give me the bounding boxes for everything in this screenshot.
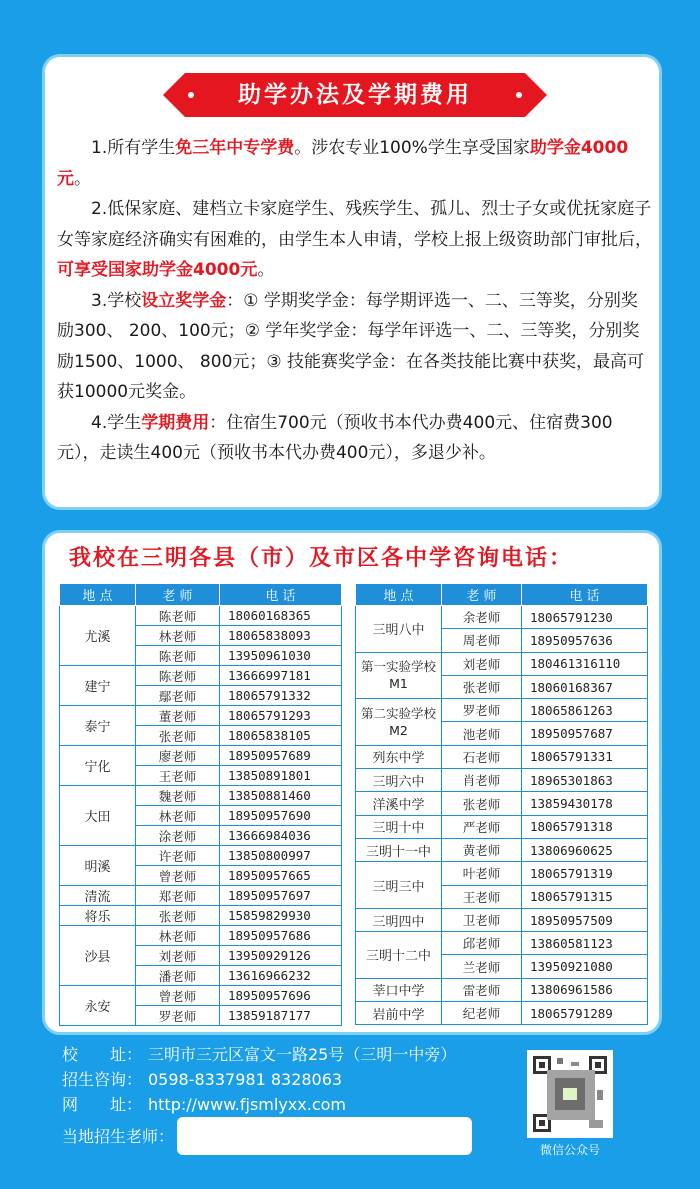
place-cell: 第二实验学校M2	[356, 699, 442, 746]
teacher-cell: 肖老师	[442, 769, 522, 792]
website-row	[62, 1092, 456, 1117]
teacher-cell: 池老师	[442, 722, 522, 745]
teacher-cell: 黄老师	[442, 838, 522, 861]
place-cell: 三明八中	[356, 606, 442, 653]
place-cell: 清流	[60, 886, 136, 906]
teacher-cell: 林老师	[136, 806, 220, 826]
teacher-cell: 魏老师	[136, 786, 220, 806]
phone-cell: 18065791319	[522, 862, 648, 885]
footer	[62, 1042, 456, 1117]
teacher-cell: 林老师	[136, 926, 220, 946]
place-cell: 第一实验学校M1	[356, 652, 442, 699]
teacher-cell: 雷老师	[442, 978, 522, 1001]
table-row	[356, 815, 648, 838]
place-cell: 永安	[60, 986, 136, 1026]
table-row	[356, 862, 648, 885]
table-row	[356, 745, 648, 768]
phone-cell: 18950957696	[220, 986, 342, 1006]
header-place: 地 点	[356, 584, 442, 606]
place-cell: 将乐	[60, 906, 136, 926]
teacher-cell: 林老师	[136, 626, 220, 646]
teacher-cell: 王老师	[442, 885, 522, 908]
teacher-cell: 刘老师	[442, 652, 522, 675]
address-label: 校 址：	[62, 1045, 143, 1064]
teacher-cell: 余老师	[442, 606, 522, 629]
phone-cell: 13950921080	[522, 955, 648, 978]
text: 。	[257, 260, 275, 280]
table-row	[60, 706, 342, 726]
teacher-cell: 王老师	[136, 766, 220, 786]
place-cell: 三明十一中	[356, 838, 442, 861]
teacher-cell: 曾老师	[136, 866, 220, 886]
teacher-cell: 刘老师	[136, 946, 220, 966]
policy-item-4	[57, 408, 653, 469]
table-row	[356, 699, 648, 722]
teacher-cell: 纪老师	[442, 1002, 522, 1025]
place-cell: 洋溪中学	[356, 792, 442, 815]
phone-cell: 13806961586	[522, 978, 648, 1001]
phone-cell: 13860581123	[522, 932, 648, 955]
teacher-cell: 邱老师	[442, 932, 522, 955]
teacher-cell: 董老师	[136, 706, 220, 726]
phone-cell: 18060168365	[220, 606, 342, 626]
place-cell: 三明三中	[356, 862, 442, 909]
table-row	[60, 666, 342, 686]
place-cell: 三明十中	[356, 815, 442, 838]
teacher-cell: 周老师	[442, 629, 522, 652]
table-row	[60, 746, 342, 766]
text: 。涉农专业100%学生享受国家	[294, 138, 530, 158]
teacher-cell: 廖老师	[136, 746, 220, 766]
phones-title: 我校在三明各县（市）及市区各中学咨询电话：	[69, 546, 574, 571]
place-cell: 三明十二中	[356, 932, 442, 979]
phone-cell: 18950957665	[220, 866, 342, 886]
table-row	[356, 932, 648, 955]
teacher-cell: 陈老师	[136, 606, 220, 626]
header-phone: 电 话	[220, 584, 342, 606]
teacher-cell: 罗老师	[442, 699, 522, 722]
text: ：住宿生700元（预收书本代办费400元、住宿费300元），走读生400元（预收书本代办费400元），多退少补。	[57, 412, 613, 463]
place-cell: 宁化	[60, 746, 136, 786]
phone-cell: 13850800997	[220, 846, 342, 866]
teacher-cell: 兰老师	[442, 955, 522, 978]
teacher-cell: 张老师	[136, 726, 220, 746]
local-teacher-field[interactable]	[177, 1117, 472, 1155]
consult-label: 招生咨询：	[62, 1070, 143, 1089]
policy-item-1	[57, 133, 653, 194]
policy-body	[57, 133, 653, 469]
contact-table-schools	[355, 583, 648, 1025]
place-cell: 列东中学	[356, 745, 442, 768]
highlight-text: 设立奖学金	[141, 290, 227, 311]
teacher-cell: 鄢老师	[136, 686, 220, 706]
text: 4.学生	[91, 412, 142, 433]
phone-cell: 18065791230	[522, 606, 648, 629]
qr-code	[527, 1050, 613, 1138]
website-label: 网 址：	[62, 1095, 143, 1114]
text: 3.学校	[91, 290, 142, 311]
table-row	[60, 786, 342, 806]
teacher-cell: 叶老师	[442, 862, 522, 885]
teacher-cell: 张老师	[136, 906, 220, 926]
teacher-cell: 曾老师	[136, 986, 220, 1006]
teacher-cell: 卫老师	[442, 908, 522, 931]
teacher-cell: 张老师	[442, 792, 522, 815]
phone-cell: 18950957636	[522, 629, 648, 652]
phone-cell: 18065791315	[522, 885, 648, 908]
teacher-cell: 罗老师	[136, 1006, 220, 1026]
header-teacher: 老 师	[442, 584, 522, 606]
table-row	[356, 606, 648, 629]
teacher-cell: 郑老师	[136, 886, 220, 906]
qr-code-icon	[527, 1050, 613, 1138]
phone-cell: 18065791332	[220, 686, 342, 706]
contact-table-counties	[59, 583, 342, 1026]
phone-cell: 18950957689	[220, 746, 342, 766]
table-row	[60, 886, 342, 906]
table-row	[60, 606, 342, 626]
phone-cell: 18950957686	[220, 926, 342, 946]
table-row	[356, 838, 648, 861]
local-teacher-label: 当地招生老师：	[62, 1127, 175, 1146]
place-cell: 泰宁	[60, 706, 136, 746]
address-value: 三明市三元区富文一路25号（三明一中旁）	[148, 1045, 457, 1064]
phone-cell: 18065791331	[522, 745, 648, 768]
consult-value: 0598-8337981 8328063	[148, 1070, 343, 1089]
phone-cell: 13859187177	[220, 1006, 342, 1026]
phone-cell: 15859829930	[220, 906, 342, 926]
phone-cell: 180461316110	[522, 652, 648, 675]
consult-row	[62, 1067, 456, 1092]
place-cell: 尤溪	[60, 606, 136, 666]
header-phone: 电 话	[522, 584, 648, 606]
header-teacher: 老 师	[136, 584, 220, 606]
text: 。	[74, 168, 91, 189]
table-row	[60, 906, 342, 926]
teacher-cell: 陈老师	[136, 666, 220, 686]
text: 2.低保家庭、建档立卡家庭学生、残疾学生、孤儿、烈士子女或优抚家庭子女等家庭经济确实有困难的，由学生本人申请，学校上报上级资助部门审批后，	[57, 199, 652, 250]
text: 1.所有学生	[91, 138, 176, 158]
highlight-text: 助学金4000元	[57, 138, 629, 189]
place-cell: 莘口中学	[356, 978, 442, 1001]
place-cell: 沙县	[60, 926, 136, 986]
teacher-cell: 石老师	[442, 745, 522, 768]
phone-cell: 13616966232	[220, 966, 342, 986]
phone-cell: 18065838093	[220, 626, 342, 646]
policy-item-2	[57, 194, 653, 286]
place-cell: 三明六中	[356, 769, 442, 792]
phone-cell: 18065791318	[522, 815, 648, 838]
teacher-cell: 张老师	[442, 675, 522, 698]
qr-caption: 微信公众号	[539, 1143, 600, 1157]
policy-title-banner	[163, 73, 547, 117]
place-cell: 明溪	[60, 846, 136, 886]
phone-cell: 18065791289	[522, 1002, 648, 1025]
policy-item-3	[57, 286, 653, 408]
table-row	[356, 908, 648, 931]
table-row	[356, 978, 648, 1001]
highlight-text: 学期费用	[141, 412, 210, 433]
highlight-text: 免三年中专学费	[175, 138, 295, 158]
policy-panel	[42, 54, 662, 510]
phone-cell: 13950929126	[220, 946, 342, 966]
phone-cell: 18065861263	[522, 699, 648, 722]
phone-cell: 13850891801	[220, 766, 342, 786]
place-cell: 大田	[60, 786, 136, 846]
phone-cell: 13859430178	[522, 792, 648, 815]
table-row	[356, 652, 648, 675]
phone-cell: 18965301863	[522, 769, 648, 792]
website-link[interactable]: http://www.fjsmlyxx.com	[148, 1095, 346, 1114]
table-row	[356, 792, 648, 815]
address-row	[62, 1042, 456, 1067]
place-cell: 建宁	[60, 666, 136, 706]
phone-cell: 18950957690	[220, 806, 342, 826]
place-cell: 三明四中	[356, 908, 442, 931]
phones-panel	[42, 530, 662, 1035]
table-row	[60, 846, 342, 866]
teacher-cell: 严老师	[442, 815, 522, 838]
phone-cell: 18950957697	[220, 886, 342, 906]
phone-cell: 13950961030	[220, 646, 342, 666]
phone-cell: 18060168367	[522, 675, 648, 698]
teacher-cell: 陈老师	[136, 646, 220, 666]
place-cell: 岩前中学	[356, 1002, 442, 1025]
phone-cell: 18065838105	[220, 726, 342, 746]
text: ：① 学期奖学金：每学期评选一、二、三等奖，分别奖励300、 200、100元；② 学年奖学金：每学年评选一、二、三等奖，分别奖励1500、1000、 800元；③ 技能赛奖学金：在各类技能比赛中获奖，最高可获10000元奖金。	[57, 290, 645, 402]
teacher-cell: 潘老师	[136, 966, 220, 986]
table-row	[60, 986, 342, 1006]
phone-cell: 13666984036	[220, 826, 342, 846]
header-place: 地 点	[60, 584, 136, 606]
table-row	[356, 769, 648, 792]
table-row	[60, 926, 342, 946]
phone-cell: 13666997181	[220, 666, 342, 686]
phone-cell: 13850881460	[220, 786, 342, 806]
phone-cell: 13806960625	[522, 838, 648, 861]
policy-title: 助学办法及学期费用	[238, 82, 472, 108]
phone-cell: 18950957687	[522, 722, 648, 745]
phone-cell: 18950957509	[522, 908, 648, 931]
teacher-cell: 许老师	[136, 846, 220, 866]
table-row	[356, 1002, 648, 1025]
highlight-text: 可享受国家助学金4000元	[57, 260, 258, 280]
phone-cell: 18065791293	[220, 706, 342, 726]
teacher-cell: 涂老师	[136, 826, 220, 846]
